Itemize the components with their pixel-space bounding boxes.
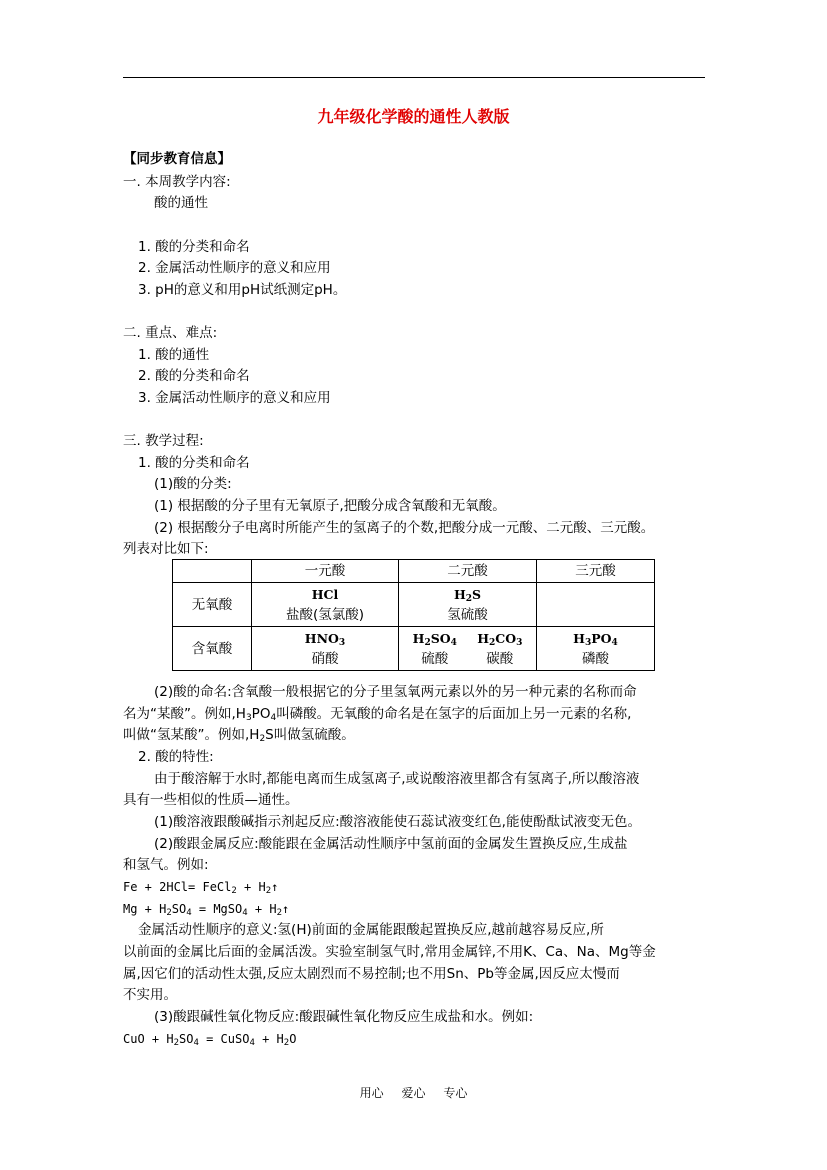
s2-heading: 二. 重点、难点: [123, 325, 218, 341]
formula-h3po4: $H_3PO_4$ [573, 630, 618, 648]
s3-paragraph: (2) 根据酸分子电离时所能产生的氢离子的个数,把酸分成一元酸、二元酸、三元酸。 [154, 520, 655, 536]
s3-paragraph: (1) 根据酸的分子里有无氧原子,把酸分成含氧酸和无氧酸。 [154, 498, 506, 514]
table-row [173, 560, 655, 583]
formula-hno3: $HNO_3$ [304, 630, 346, 648]
footer-text: 爱心 [401, 1086, 426, 1100]
s3-heading: 三. 教学过程: [123, 433, 204, 449]
table-cell [399, 627, 537, 671]
s3-paragraph: (1)酸的分类: [154, 476, 232, 492]
equation: CuO + $H_2SO_4$ = CuSO$_4$ + $H_2O$ [123, 1032, 297, 1048]
formula-h2so4: $H_2SO_4$ [412, 630, 457, 648]
table-cell [252, 583, 399, 627]
section-heading: 【同步教育信息】 [123, 151, 231, 167]
s3-item: 1. 酸的分类和命名 [138, 455, 250, 471]
s2-item: 3. 金属活动性顺序的意义和应用 [138, 390, 331, 406]
row-label: 无氧酸 [173, 583, 252, 627]
table-cell [537, 627, 655, 671]
formula-hcl: HCl [311, 586, 339, 602]
table-cell [399, 583, 537, 627]
table-cell [173, 560, 252, 583]
acid-h2so4 [413, 629, 457, 669]
table-cell [537, 583, 655, 627]
page-title: 九年级化学酸的通性人教版 [317, 107, 510, 126]
activity-paragraph: 属,因它们的活动性太强,反应太剧烈而不易控制;也不用Sn、Pb等金属,因反应太慢而 [123, 966, 620, 982]
acid-name: 硝酸 [311, 650, 339, 667]
activity-paragraph: 不实用。 [123, 987, 177, 1003]
s1-item: 3. pH的意义和用pH试纸测定pH。 [138, 282, 347, 298]
equation: $Mg + H_2SO_4$ = MgSO$_4$ + $H_2↑$ [123, 902, 290, 918]
table-header: 三元酸 [537, 560, 655, 583]
acid-name: 碳酸 [486, 650, 514, 667]
formula-h2s: $H_2S$ [453, 586, 482, 604]
reaction-paragraph: (3)酸跟碱性氧化物反应:酸跟碱性氧化物反应生成盐和水。例如: [154, 1009, 534, 1025]
page-footer [0, 1084, 827, 1101]
reaction-paragraph: (1)酸溶液跟酸碱指示剂起反应:酸溶液能使石蕊试液变红色,能使酚酞试液变无色。 [154, 814, 641, 830]
naming-paragraph: 名为“某酸”。例如$,H_3PO_4$叫磷酸。无氧酸的命名是在氢字的后面加上另一元素的名称, [123, 706, 632, 723]
reaction-paragraph: (2)酸跟金属反应:酸能跟在金属活动性顺序中氢前面的金属发生置换反应,生成盐 [154, 836, 628, 852]
property-paragraph: 具有一些相似的性质—通性。 [123, 792, 299, 808]
table-cell [252, 627, 399, 671]
row-label: 含氧酸 [173, 627, 252, 671]
s2-item: 2. 酸的分类和命名 [138, 368, 250, 384]
s3-item: 2. 酸的特性: [138, 749, 214, 765]
table-header: 二元酸 [399, 560, 537, 583]
acid-name: 硫酸 [421, 650, 449, 667]
s1-item: 2. 金属活动性顺序的意义和应用 [138, 260, 331, 276]
property-paragraph: 由于酸溶解于水时,都能电离而生成氢离子,或说酸溶液里都含有氢离子,所以酸溶液 [154, 771, 640, 787]
footer-text: 用心 [359, 1086, 384, 1100]
activity-paragraph: 金属活动性顺序的意义:氢(H)前面的金属能跟酸起置换反应,越前越容易反应,所 [138, 922, 604, 938]
acid-classification-table [172, 559, 655, 671]
formula-h2co3: $H_2CO_3$ [477, 630, 523, 648]
naming-paragraph: (2)酸的命名:含氧酸一般根据它的分子里氢氧两元素以外的另一种元素的名称而命 [154, 684, 637, 700]
acid-name: 盐酸(氢氯酸) [285, 606, 365, 623]
equation: Fe + 2HCl= FeCl$_2$ + $H_2↑$ [123, 880, 279, 896]
s1-subtitle: 酸的通性 [154, 195, 208, 211]
s3-paragraph: 列表对比如下: [123, 541, 209, 557]
table-row [173, 627, 655, 671]
activity-paragraph: 以前面的金属比后面的金属活泼。实验室制氢气时,常用金属锌,不用K、Ca、Na、Mg等金 [123, 944, 656, 960]
table-row [173, 583, 655, 627]
naming-paragraph: 叫做“氢某酸”。例如$,H_2S$叫做氢硫酸。 [123, 727, 355, 744]
s1-item: 1. 酸的分类和命名 [138, 239, 250, 255]
s2-item: 1. 酸的通性 [138, 347, 210, 363]
header-rule [123, 77, 705, 78]
footer-text: 专心 [443, 1086, 468, 1100]
acid-h2co3 [477, 629, 522, 669]
s1-heading: 一. 本周教学内容: [123, 174, 231, 190]
acid-name: 氢硫酸 [447, 606, 488, 623]
table-header: 一元酸 [252, 560, 399, 583]
reaction-paragraph: 和氢气。例如: [123, 857, 209, 873]
acid-name: 磷酸 [582, 650, 609, 667]
